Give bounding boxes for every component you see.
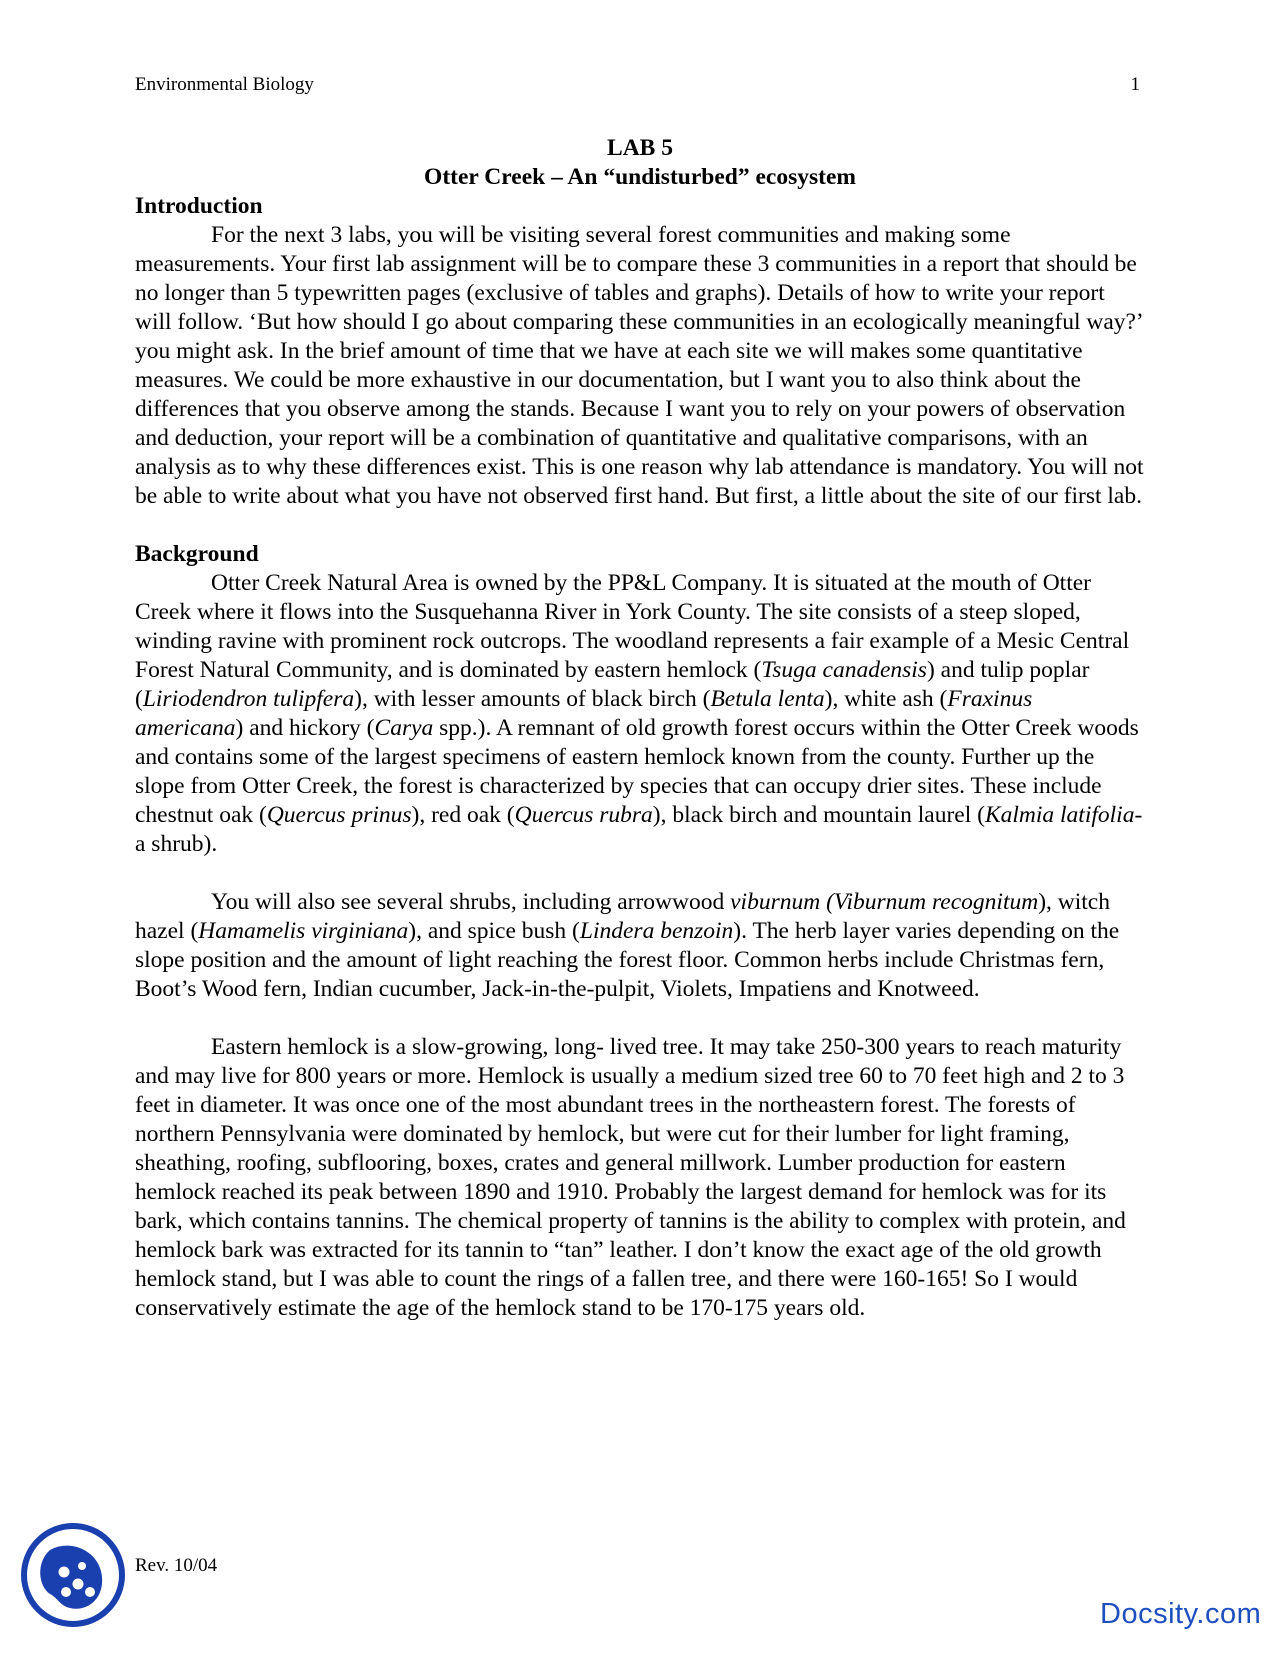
- text-run: - a shrub).: [135, 802, 1143, 857]
- species-name: viburnum (Viburnum recognitum: [730, 889, 1039, 915]
- text-run: ), red oak (: [411, 802, 515, 828]
- text-run: ) and tulip poplar (: [135, 657, 1090, 712]
- species-name: Kalmia latifolia: [984, 802, 1135, 828]
- species-name: Liriodendron tulipfera: [142, 686, 355, 712]
- text-run: ), white ash (: [824, 686, 948, 712]
- species-name: Lindera benzoin: [579, 918, 734, 944]
- background-paragraph-2: [135, 888, 1145, 1004]
- text-run: spp.). A remnant of old growth forest occurs within the Otter Creek woods and contains some of the largest specimens of eastern hemlock known from the county. Further up the slope from Otter Creek, the forest is characterized by species that can occupy drier sites. These include chestnut oak (: [135, 715, 1139, 828]
- introduction-heading: Introduction: [135, 193, 263, 219]
- spacer: [135, 859, 1145, 888]
- species-name: Carya: [374, 715, 434, 741]
- species-name: Hamamelis virginiana: [198, 918, 409, 944]
- page-number: 1: [1130, 74, 1140, 95]
- text-run: You will also see several shrubs, including arrowwood: [211, 889, 731, 915]
- species-name: Quercus rubra: [514, 802, 653, 828]
- text-run: ). The herb layer varies depending on the slope position and the amount of light reaching the forest floor. Common herbs include Christmas fern, Boot’s Wood fern, Indian cucumber, Jack-in-the-pulpit, Violets, Impatiens and Knotweed.: [135, 918, 1120, 1002]
- background-paragraph-1: [135, 569, 1145, 859]
- docsity-logo-icon: [20, 1522, 126, 1628]
- text-run: ), black birch and mountain laurel (: [652, 802, 985, 828]
- spacer: [135, 1004, 1145, 1033]
- species-name: Tsuga canadensis: [761, 657, 927, 683]
- background-paragraph-3: Eastern hemlock is a slow-growing, long- lived tree. It may take 250-300 years to reach maturity and may live for 800 years or more. Hemlock is usually a medium sized tree 60 to 70 feet high and 2 to 3 feet in diameter. It was once one of the most abundant trees in the northeastern forest. The forests of northern Pennsylvania were dominated by hemlock, but were cut for their lumber for light framing, sheathing, roofing, subflooring, boxes, crates and general millwork. Lumber production for eastern hemlock reached its peak between 1890 and 1910. Probably the largest demand for hemlock was for its bark, which contains tannins. The chemical property of tannins is the ability to complex with protein, and hemlock bark was extracted for its tannin to “tan” leather. I don’t know the exact age of the old growth hemlock stand, but I was able to count the rings of a fallen tree, and there were 160-165! So I would conservatively estimate the age of the hemlock stand to be 170-175 years old.: [135, 1034, 1126, 1321]
- document-body: [135, 134, 1145, 1323]
- text-run: ) and hickory (: [235, 715, 375, 741]
- species-name: Fraxinus americana: [135, 686, 1033, 741]
- species-name: Quercus prinus: [266, 802, 412, 828]
- background-heading: Background: [135, 541, 259, 567]
- text-run: ), and spice bush (: [408, 918, 580, 944]
- text-run: ), with lesser amounts of black birch (: [354, 686, 711, 712]
- text-run: Otter Creek Natural Area is owned by the PP&L Company. It is situated at the mouth of Otter Creek where it flows into the Susquehanna River in York County. The site consists of a steep sloped, winding ravine with prominent rock outcrops. The woodland represents a fair example of a Mesic Central Forest Natural Community, and is dominated by eastern hemlock (: [135, 570, 1130, 683]
- introduction-paragraph: For the next 3 labs, you will be visiting several forest communities and making some measurements. Your first lab assignment will be to compare these 3 communities in a report that should be no longer than 5 typewritten pages (exclusive of tables and graphs). Details of how to write your report will follow. ‘But how should I go about comparing these communities in an ecologically meaningful way?’ you might ask. In the brief amount of time that we have at each site we will makes some quantitative measures. We could be more exhaustive in our documentation, but I want you to also think about the differences that you observe among the stands. Because I want you to rely on your powers of observation and deduction, your report will be a combination of quantitative and qualitative comparisons, with an analysis as to why these differences exist. This is one reason why lab attendance is mandatory. You will not be able to write about what you have not observed first hand. But first, a little about the site of our first lab.: [135, 222, 1144, 509]
- text-run: ), witch hazel (: [135, 889, 1110, 944]
- species-name: Betula lenta: [710, 686, 825, 712]
- docsity-brand-link[interactable]: Docsity.com: [1100, 1598, 1262, 1630]
- lab-subtitle: Otter Creek – An “undisturbed” ecosystem: [424, 164, 856, 190]
- revision-label: Rev. 10/04: [135, 1555, 218, 1576]
- running-header-title: Environmental Biology: [135, 74, 314, 95]
- spacer: [135, 511, 1145, 540]
- lab-title: LAB 5: [607, 135, 673, 161]
